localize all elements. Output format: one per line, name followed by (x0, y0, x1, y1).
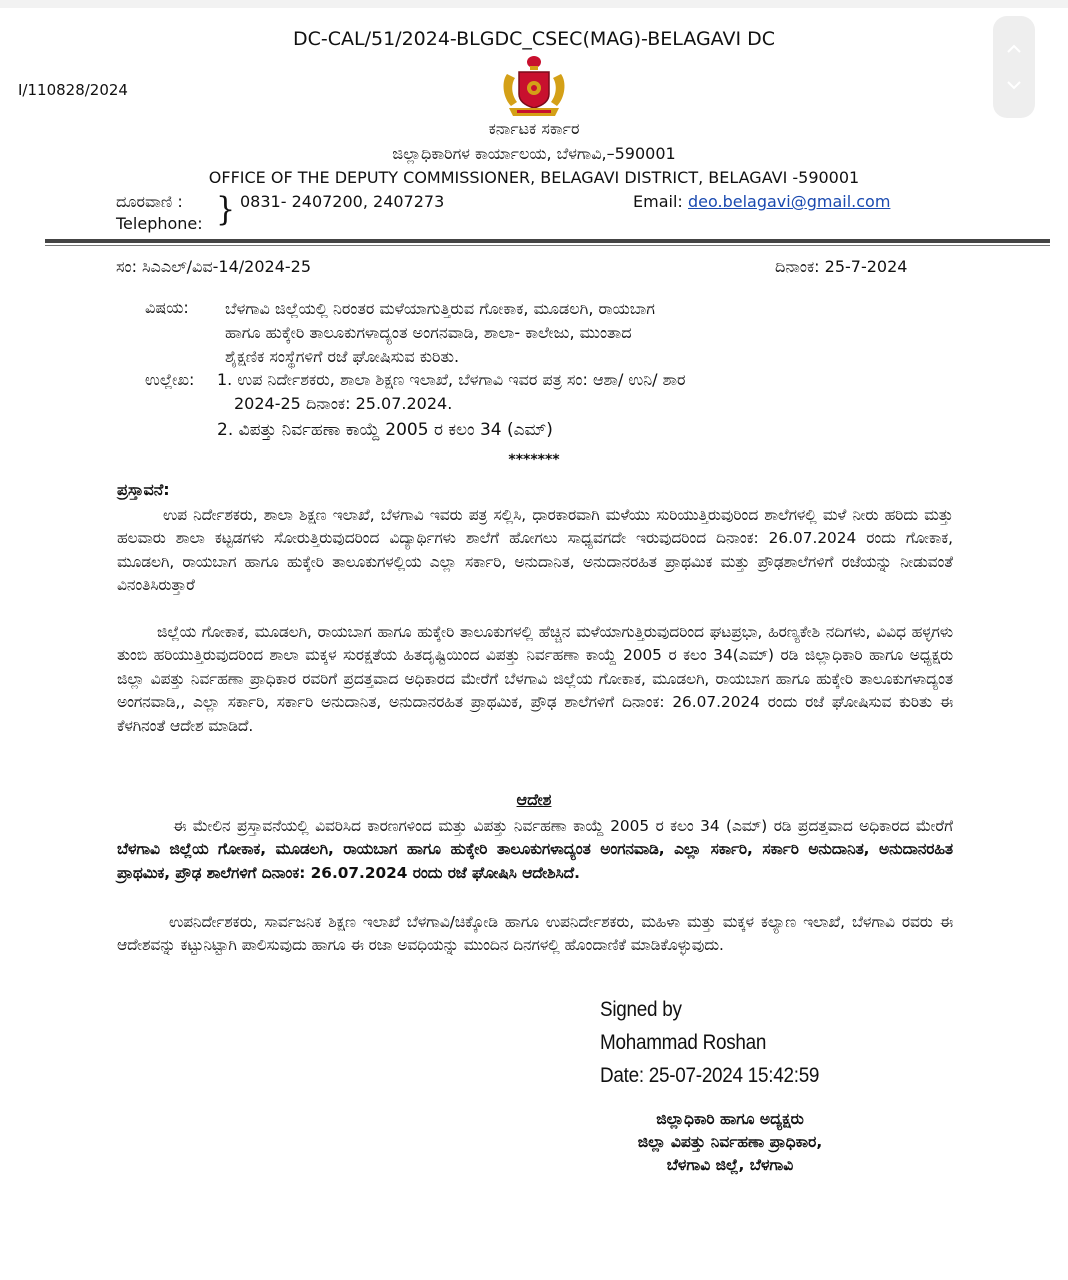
reference-1: 1. ಉಪ ನಿರ್ದೇಶಕರು, ಶಾಲಾ ಶಿಕ್ಷಣ ಇಲಾಖೆ, ಬೆಳಗಾವಿ ಇವರ ಪತ್ರ ಸಂ: ಆಶಾ/ ಉನಿ/ ಶಾರ (217, 370, 686, 389)
reference-1-cont: 2024-25 ದಿನಾಂಕ: 25.07.2024. (234, 394, 453, 413)
telephone-label-kannada: ದೂರವಾಣಿ : (116, 192, 183, 211)
signature-date: Date: 25-07-2024 15:42:59 (600, 1064, 820, 1087)
header-rule (45, 239, 1050, 243)
designation-line: ಬೆಳಗಾವಿ ಜಿಲ್ಲೆ, ಬೆಳಗಾವಿ (666, 1156, 794, 1174)
government-name: ಕರ್ನಾಟಕ ಸರ್ಕಾರ (488, 119, 580, 138)
subject-text (225, 297, 865, 369)
order-text: ಈ ಮೇಲಿನ ಪ್ರಸ್ತಾವನೆಯಲ್ಲಿ ವಿವರಿಸಿದ ಕಾರಣಗಳಿಂದ ಮತ್ತು ವಿಪತ್ತು ನಿರ್ವಹಣಾ ಕಾಯ್ದೆ 2005 ರ ಕಲಂ 34 (ಎಮ್) ರಡಿ ಪ್ರದತ್ತವಾದ ಅಧಿಕಾರದ ಮೇರೆಗೆ (173, 817, 953, 835)
telephone-label-english: Telephone: (116, 214, 203, 233)
signature-name: Mohammad Roshan (600, 1031, 767, 1054)
order-paragraph-2: ಉಪನಿರ್ದೇಶಕರು, ಸಾರ್ವಜನಿಕ ಶಿಕ್ಷಣ ಇಲಾಖೆ ಬೆಳಗಾವಿ/ಚಿಕ್ಕೋಡಿ ಹಾಗೂ ಉಪನಿರ್ದೇಶಕರು, ಮಹಿಳಾ ಮತ್ತು ಮಕ್ಕಳ ಕಲ್ಯಾಣ ಇಲಾಖೆ, ಬೆಳಗಾವಿ ರವರು ಈ ಆದೇಶವನ್ನು ಕಟ್ಟುನಿಟ್ಟಾಗಿ ಪಾಲಿಸುವುದು ಹಾಗೂ ಈ ರಜಾ ಅವಧಿಯನ್ನು ಮುಂದಿನ ದಿನಗಳಲ್ಲಿ ಹೊಂದಾಣಿಕೆ ಮಾಡಿಕೊಳ್ಳುವುದು. (117, 913, 953, 955)
file-code: DC-CAL/51/2024-BLGDC_CSEC(MAG)-BELAGAVI DC (292, 28, 775, 50)
chevron-up-icon[interactable] (1005, 40, 1023, 58)
preamble-paragraph-2: ಜಿಲ್ಲೆಯ ಗೋಕಾಕ, ಮೂಡಲಗಿ, ರಾಯಬಾಗ ಹಾಗೂ ಹುಕ್ಕೇರಿ ತಾಲೂಕುಗಳಲ್ಲಿ ಹೆಚ್ಚಿನ ಮಳೆಯಾಗುತ್ತಿರುವುದರಿಂದ ಘಟಪ್ರಭಾ, ಹಿರಣ್ಯಕೇಶಿ ನದಿಗಳು, ವಿವಿಧ ಹಳ್ಳಗಳು ತುಂಬಿ ಹರಿಯುತ್ತಿರುವುದರಿಂದ ಶಾಲಾ ಮಕ್ಕಳ ಸುರಕ್ಷತೆಯ ಹಿತದೃಷ್ಟಿಯಿಂದ ವಿಪತ್ತು ನಿರ್ವಹಣಾ ಕಾಯ್ದೆ 2005 ರ ಕಲಂ 34(ಎಮ್) ರಡಿ ಜಿಲ್ಲಾಧಿಕಾರಿ ಹಾಗೂ ಅಧ್ಯಕ್ಷರು ಜಿಲ್ಲಾ ವಿಪತ್ತು ನಿರ್ವಹಣಾ ಪ್ರಾಧಿಕಾರ ರವರಿಗೆ ಪ್ರದತ್ತವಾದ ಅಧಿಕಾರದ ಮೇರೆಗೆ ಬೆಳಗಾವಿ ಜಿಲ್ಲೆಯ ಗೋಕಾಕ, ಮೂಡಲಗಿ, ರಾಯಬಾಗ ಹಾಗೂ ಹುಕ್ಕೇರಿ ತಾಲೂಕುಗಳಾದ್ಯಂತ ಅಂಗನವಾಡಿ,, ಎಲ್ಲಾ ಸರ್ಕಾರಿ, ಸರ್ಕಾರಿ ಅನುದಾನಿತ, ಅನುದಾನರಹಿತ ಪ್ರಾಥಮಿಕ, ಪ್ರೌಢ ಶಾಲೆಗಳಿಗೆ ದಿನಾಂಕ: 26.07.2024 ರಂದು ರಜೆ ಘೋಷಿಸುವ ಕುರಿತು ಈ ಕೆಳಗಿನಂತೆ ಆದೇಶ ಮಾಡಿದೆ. (117, 623, 953, 735)
subject-line: ಶೈಕ್ಷಣಿಕ ಸಂಸ್ಥೆಗಳಿಗೆ ರಜೆ ಘೋಷಿಸುವ ಕುರಿತು. (225, 347, 460, 366)
subject-label: ವಿಷಯ: (145, 298, 189, 317)
order-heading: ಆದೇಶ (516, 790, 552, 809)
telephone-numbers: 0831- 2407200, 2407273 (240, 192, 445, 211)
signature-signed-by: Signed by (600, 998, 682, 1021)
office-name-kannada: ಜಿಲ್ಲಾಧಿಕಾರಿಗಳ ಕಾರ್ಯಾಲಯ, ಬೆಳಗಾವಿ,–590001 (392, 144, 676, 163)
brace-glyph: } (216, 190, 236, 229)
designation-line: ಜಿಲ್ಲಾ ವಿಪತ್ತು ನಿರ್ವಹಣಾ ಪ್ರಾಧಿಕಾರ, (637, 1133, 823, 1151)
order-paragraph-1 (117, 815, 953, 885)
designation-line: ಜಿಲ್ಲಾಧಿಕಾರಿ ಹಾಗೂ ಅದ್ಯಕ್ಷರು (656, 1110, 804, 1128)
office-name-english: OFFICE OF THE DEPUTY COMMISSIONER, BELAGAVI DISTRICT, BELAGAVI -590001 (208, 168, 860, 187)
subject-line: ಹಾಗೂ ಹುಕ್ಕೇರಿ ತಾಲೂಕುಗಳಾದ್ಯಂತ ಅಂಗನವಾಡಿ, ಶಾಲಾ- ಕಾಲೇಜು, ಮುಂತಾದ (225, 323, 632, 342)
inward-number: I/110828/2024 (18, 81, 128, 99)
order-text-bold: ಬೆಳಗಾವಿ ಜಿಲ್ಲೆಯ ಗೋಕಾಕ, ಮೂಡಲಗಿ, ರಾಯಬಾಗ ಹಾಗೂ ಹುಕ್ಕೇರಿ ತಾಲೂಕುಗಳಾದ್ಯಂತ ಅಂಗನವಾಡಿ, ಎಲ್ಲಾ ಸರ್ಕಾರಿ, ಸರ್ಕಾರಿ ಅನುದಾನಿತ, ಅನುದಾನರಹಿತ ಪ್ರಾಥಮಿಕ, ಪ್ರೌಢ ಶಾಲೆಗಳಿಗೆ ದಿನಾಂಕ: 26.07.2024 ರಂದು ರಜೆ ಘೋಷಿಸಿ ಆದೇಶಿಸಿದೆ. (117, 840, 953, 882)
preamble-paragraph-1: ಉಪ ನಿರ್ದೇಶಕರು, ಶಾಲಾ ಶಿಕ್ಷಣ ಇಲಾಖೆ, ಬೆಳಗಾವಿ ಇವರು ಪತ್ರ ಸಲ್ಲಿಸಿ, ಧಾರಕಾರವಾಗಿ ಮಳೆಯು ಸುರಿಯುತ್ತಿರುವುರಿಂದ ಶಾಲೆಗಳಲ್ಲಿ ಮಳೆ ನೀರು ಹರಿದು ಮತ್ತು ಹಲವಾರು ಶಾಲಾ ಕಟ್ಟಡಗಳು ಸೋರುತ್ತಿರುವುದರಿಂದ ವಿದ್ಯಾರ್ಥಿಗಳು ಶಾಲೆಗೆ ಹೋಗಲು ಸಾಧ್ಯವಗದೇ ಇರುವುದರಿಂದ ದಿನಾಂಕ: 26.07.2024 ರಂದು ಗೋಕಾಕ, ಮೂಡಲಗಿ, ರಾಯಬಾಗ ಹಾಗೂ ಹುಕ್ಕೇರಿ ತಾಲೂಕುಗಳಲ್ಲಿಯ ಎಲ್ಲಾ ಸರ್ಕಾರಿ, ಅನುದಾನಿತ, ಅನುದಾನರಹಿತ ಪ್ರಾಥಮಿಕ ಮತ್ತು ಪ್ರೌಢಶಾಲೆಗಳಿಗೆ ರಜೆಯನ್ನು ನೀಡುವಂತೆ ವಿನಂತಿಸಿರುತ್ತಾರೆ (117, 506, 953, 595)
karnataka-emblem-icon (497, 54, 571, 118)
reference-2: 2. ವಿಪತ್ತು ನಿರ್ವಹಣಾ ಕಾಯ್ದೆ 2005 ರ ಕಲಂ 34 (ಎಮ್) (217, 420, 553, 440)
email-label: Email: (633, 192, 683, 211)
header-rule-thin (45, 245, 1050, 246)
references-label: ಉಲ್ಲೇಖ: (145, 370, 195, 389)
subject-line: ಬೆಳಗಾವಿ ಜಿಲ್ಲೆಯಲ್ಲಿ ನಿರಂತರ ಮಳೆಯಾಗುತ್ತಿರುವ ಗೋಕಾಕ, ಮೂಡಲಗಿ, ರಾಯಬಾಗ (225, 299, 655, 318)
chevron-down-icon[interactable] (1005, 76, 1023, 94)
email-link[interactable]: deo.belagavi@gmail.com (688, 192, 891, 211)
reference-number: ಸಂ: ಸಿಎಎಲ್/ವಿವ-14/2024-25 (116, 257, 312, 276)
page-scroll-control[interactable] (993, 16, 1035, 118)
separator: ******* (508, 452, 560, 468)
preamble-heading: ಪ್ರಸ್ತಾವನೆ: (117, 480, 170, 499)
letter-date: ದಿನಾಂಕ: 25-7-2024 (775, 257, 908, 276)
top-edge (0, 0, 1068, 8)
